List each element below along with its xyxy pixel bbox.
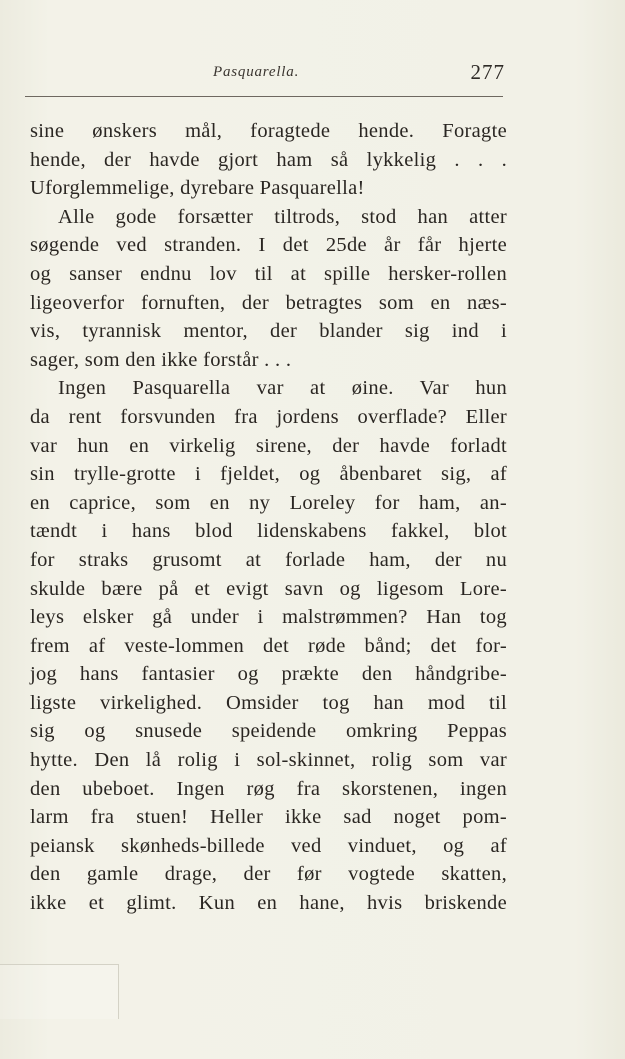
text-line: ligeoverfor fornuften, der betragtes som en næs- [30,291,507,314]
text-line: og sanser endnu lov til at spille hersker-rollen [30,262,507,285]
text-line: søgende ved stranden. I det 25de år får hjerte [30,234,507,257]
text-line: ikke et glimt. Kun en hane, hvis briskende [30,892,507,915]
text-line: sin trylle-grotte i fjeldet, og åbenbaret sig, af [30,463,507,486]
text-line: Alle gode forsætter tiltrods, stod han atter [58,205,507,228]
text-line: den ubeboet. Ingen røg fra skorstenen, ingen [30,777,507,800]
body-text [30,117,507,918]
text-line: hytte. Den lå rolig i sol-skinnet, rolig som var [30,749,507,772]
text-line: sine ønskers mål, foragtede hende. Foragte [30,120,507,142]
text-line: sager, som den ikke forstår . . . [30,348,292,371]
text-line: peiansk skønheds-billede ved vinduet, og af [30,834,507,857]
text-line: jog hans fantasier og prækte den håndgribe- [30,663,507,686]
text-line: frem af veste-lommen det røde bånd; det for- [30,634,507,657]
page-number: 277 [470,60,505,84]
text-line: den gamle drage, der før vogtede skatten, [30,863,507,886]
text-line: Ingen Pasquarella var at øine. Var hun [58,377,507,400]
running-title: Pasquarella. [213,64,300,80]
text-line: leys elsker gå under i malstrømmen? Han tog [30,606,507,629]
text-line: hende, der havde gjort ham så lykkelig . . . [30,148,507,171]
page-header [30,58,505,90]
corner-paper-mark [0,964,119,1019]
text-line: var hun en virkelig sirene, der havde forladt [30,434,507,457]
text-line: skulde bære på et evigt savn og ligesom Lore- [30,577,507,600]
text-line: en caprice, som en ny Loreley for ham, an- [30,491,507,514]
text-line: larm fra stuen! Heller ikke sad noget pom- [30,806,507,829]
text-line: tændt i hans blod lidenskabens fakkel, blot [30,520,507,543]
text-line: da rent forsvunden fra jordens overflade? Eller [30,405,507,428]
text-line: vis, tyrannisk mentor, der blander sig ind i [30,320,507,343]
text-line: for straks grusomt at forlade ham, der nu [30,548,507,571]
text-line: sig og snusede speidende omkring Peppas [30,720,507,743]
text-line: Uforglemmelige, dyrebare Pasquarella! [30,177,365,200]
text-line: ligste virkelighed. Omsider tog han mod til [30,691,507,714]
header-rule [25,96,503,97]
